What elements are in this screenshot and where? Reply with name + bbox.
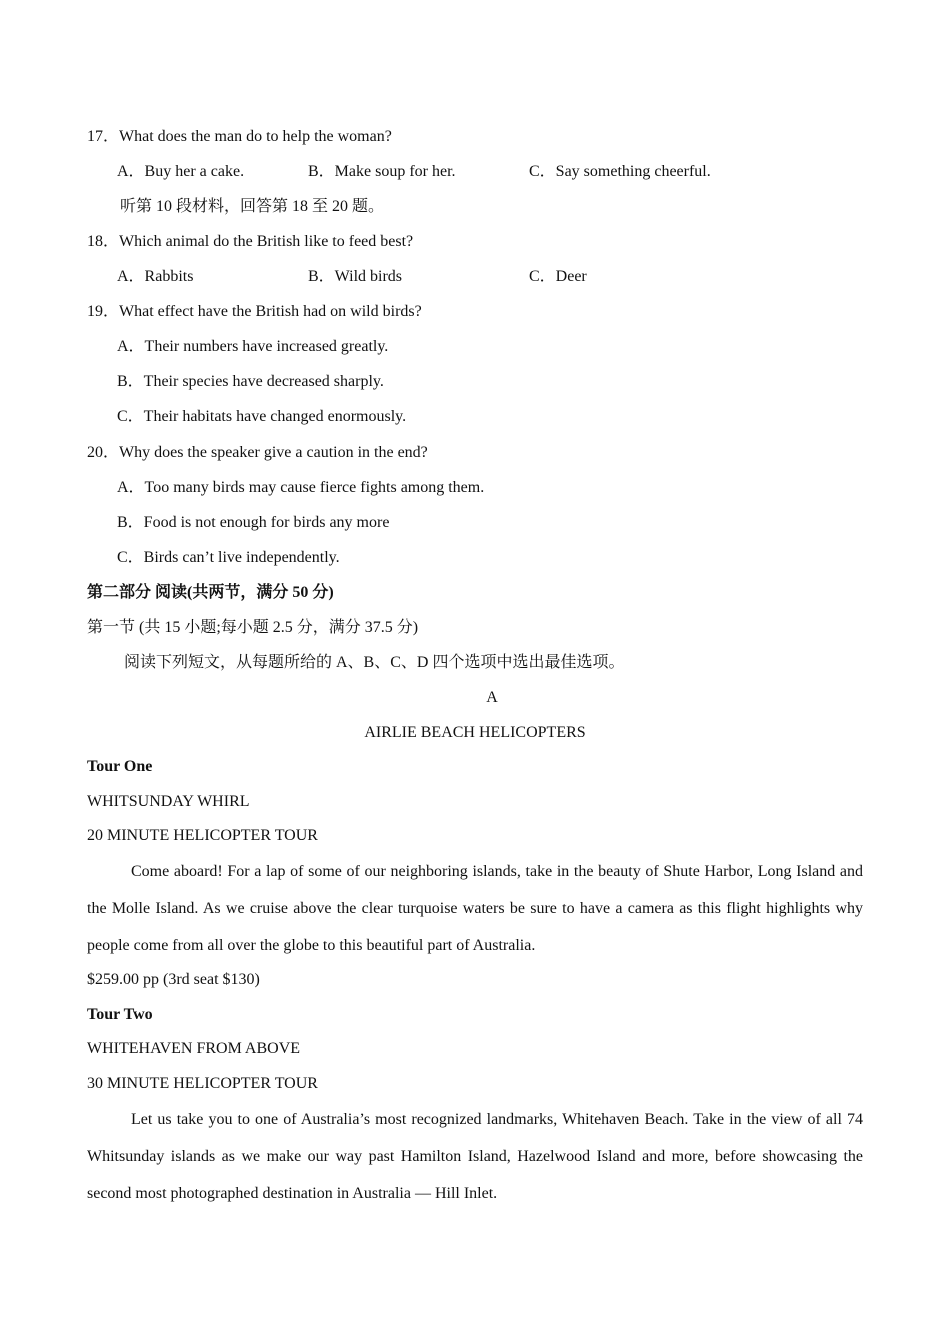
q17-option-c: C．Say something cheerful. xyxy=(529,163,711,180)
q19-option-b: B．Their species have decreased sharply. xyxy=(117,373,384,390)
tour-one-name: WHITSUNDAY WHIRL xyxy=(87,793,250,810)
q19-option-a: A．Their numbers have increased greatly. xyxy=(117,338,389,355)
tour-one-label: Tour One xyxy=(87,758,153,775)
passage-title: AIRLIE BEACH HELICOPTERS xyxy=(364,724,586,741)
instruction-material-10: 听第 10 段材料，回答第 18 至 20 题。 xyxy=(120,198,385,215)
section-one-title: 第一节 (共 15 小题;每小题 2.5 分，满分 37.5 分) xyxy=(87,619,419,636)
q18-option-c: C．Deer xyxy=(529,268,587,285)
q20-option-b: B．Food is not enough for birds any more xyxy=(117,514,390,531)
tour-two-name: WHITEHAVEN FROM ABOVE xyxy=(87,1040,301,1057)
q17-option-b: B．Make soup for her. xyxy=(308,163,456,180)
tour-one-duration: 20 MINUTE HELICOPTER TOUR xyxy=(87,827,318,844)
question-19: 19．What effect have the British had on wild birds? xyxy=(87,303,422,320)
tour-one-description: Come aboard! For a lap of some of our neighboring islands, take in the beauty of Shute Harbor, Long Island and the Molle Island. As we cruise above the clear turquoise waters be sure to have a camera as this flight highlights why people come from all over the globe to this beautiful part of Australia. xyxy=(87,863,863,954)
tour-one-price: $259.00 pp (3rd seat $130) xyxy=(87,971,260,988)
question-17: 17．What does the man do to help the woman? xyxy=(87,128,392,145)
q20-option-a: A．Too many birds may cause fierce fights among them. xyxy=(117,479,485,496)
passage-letter: A xyxy=(486,689,498,706)
q20-option-c: C．Birds can’t live independently. xyxy=(117,549,340,566)
q17-option-a: A．Buy her a cake. xyxy=(117,163,245,180)
question-20: 20．Why does the speaker give a caution in the end? xyxy=(87,444,428,461)
tour-two-description: Let us take you to one of Australia’s most recognized landmarks, Whitehaven Beach. Take in the view of all 74 Whitsunday islands as we make our way past Hamilton Island, Hazelwood Island and more, before showcasing the second most photographed destination in Australia — Hill Inlet. xyxy=(87,1111,863,1202)
part-two-title: 第二部分 阅读(共两节，满分 50 分) xyxy=(87,584,334,601)
question-18: 18．Which animal do the British like to feed best? xyxy=(87,233,414,250)
tour-two-label: Tour Two xyxy=(87,1006,153,1023)
q18-option-a: A．Rabbits xyxy=(117,268,194,285)
tour-two-duration: 30 MINUTE HELICOPTER TOUR xyxy=(87,1075,318,1092)
q18-option-b: B．Wild birds xyxy=(308,268,403,285)
reading-instruction: 阅读下列短文，从每题所给的 A、B、C、D 四个选项中选出最佳选项。 xyxy=(124,654,625,671)
q19-option-c: C．Their habitats have changed enormously. xyxy=(117,408,407,425)
